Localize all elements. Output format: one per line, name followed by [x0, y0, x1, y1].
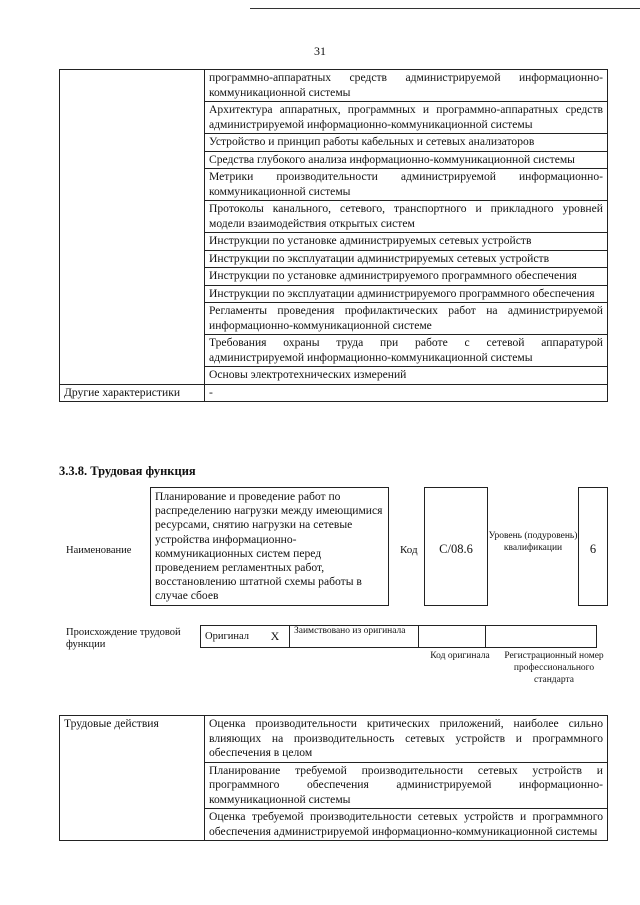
original-label: Оригинал	[201, 626, 262, 648]
borrowed-label: Заимствовано из оригинала	[290, 626, 419, 648]
knowledge-item: Протоколы канального, сетевого, транспортного и прикладного уровней модели взаимодействия открытых систем	[205, 201, 608, 233]
table-row	[60, 70, 608, 102]
knowledge-item: Устройство и принцип работы кабельных и сетевых анализаторов	[205, 134, 608, 152]
knowledge-item: Архитектура аппаратных, программных и программно-аппаратных средств администрируемой информационно-коммуникационной системы	[205, 102, 608, 134]
knowledge-item: Инструкции по эксплуатации администрируемых сетевых устройств	[205, 250, 608, 268]
qualification-level-box: 6	[578, 487, 608, 606]
table-row	[60, 716, 608, 763]
labor-action-item: Планирование требуемой производительности сетевых устройств и программного обеспечения администрируемой информационно-коммуникационной системы	[205, 762, 608, 809]
table-row	[201, 626, 597, 648]
labor-actions-table	[59, 715, 608, 841]
code-value-box: C/08.6	[424, 487, 488, 606]
page-number: 31	[314, 44, 326, 58]
original-mark: X	[261, 626, 290, 648]
code-original-caption: Код оригинала	[430, 651, 490, 661]
other-characteristics-label: Другие характеристики	[60, 384, 205, 402]
origin-reg-cell	[486, 626, 597, 648]
knowledge-item: Инструкции по эксплуатации администрируемого программного обеспечения	[205, 285, 608, 303]
table-row	[60, 384, 608, 402]
knowledge-item: программно-аппаратных средств администрируемой информационно-коммуникационной системы	[205, 70, 608, 102]
knowledge-table	[59, 69, 608, 402]
knowledge-item: Основы электротехнических измерений	[205, 367, 608, 385]
knowledge-item: Инструкции по установке администрируемых сетевых устройств	[205, 233, 608, 251]
labor-actions-label: Трудовые действия	[60, 716, 205, 841]
code-label: Код	[400, 544, 418, 556]
qualification-level-label: Уровень (подуровень) квалификации	[488, 531, 578, 553]
knowledge-item: Метрики производительности администрируемой информационно-коммуникационной системы	[205, 169, 608, 201]
top-rule	[250, 8, 640, 9]
other-characteristics-value: -	[205, 384, 608, 402]
knowledge-item: Средства глубокого анализа информационно-коммуникационной системы	[205, 151, 608, 169]
origin-table	[200, 625, 597, 648]
reg-number-caption: Регистрационный номер профессионального стандарта	[504, 651, 604, 685]
labor-action-item: Оценка требуемой производительности сетевых устройств и программного обеспечения администрируемой информационно-коммуникационной системы	[205, 809, 608, 841]
origin-code-cell	[419, 626, 486, 648]
knowledge-item: Инструкции по установке администрируемого программного обеспечения	[205, 268, 608, 286]
name-label: Наименование	[66, 545, 132, 556]
knowledge-item: Регламенты проведения профилактических работ на администрируемой информационно-коммуникационной системе	[205, 303, 608, 335]
origin-label: Происхождение трудовой функции	[66, 627, 181, 650]
labor-action-item: Оценка производительности критических приложений, наиболее сильно влияющих на производительность сетевых устройств и программного обеспечения в целом	[205, 716, 608, 763]
knowledge-item: Требования охраны труда при работе с сетевой аппаратурой администрируемой информационно-коммуникационной системы	[205, 335, 608, 367]
knowledge-label-cell	[60, 70, 205, 385]
function-name-box: Планирование и проведение работ по распределению нагрузки между имеющимися ресурсами, снятию нагрузки на сетевые устройства информационно-коммуникационных систем перед проведением регламентных работ, восстановлению штатной схемы работы в случае сбоев	[150, 487, 389, 606]
section-title: 3.3.8. Трудовая функция	[59, 464, 196, 478]
